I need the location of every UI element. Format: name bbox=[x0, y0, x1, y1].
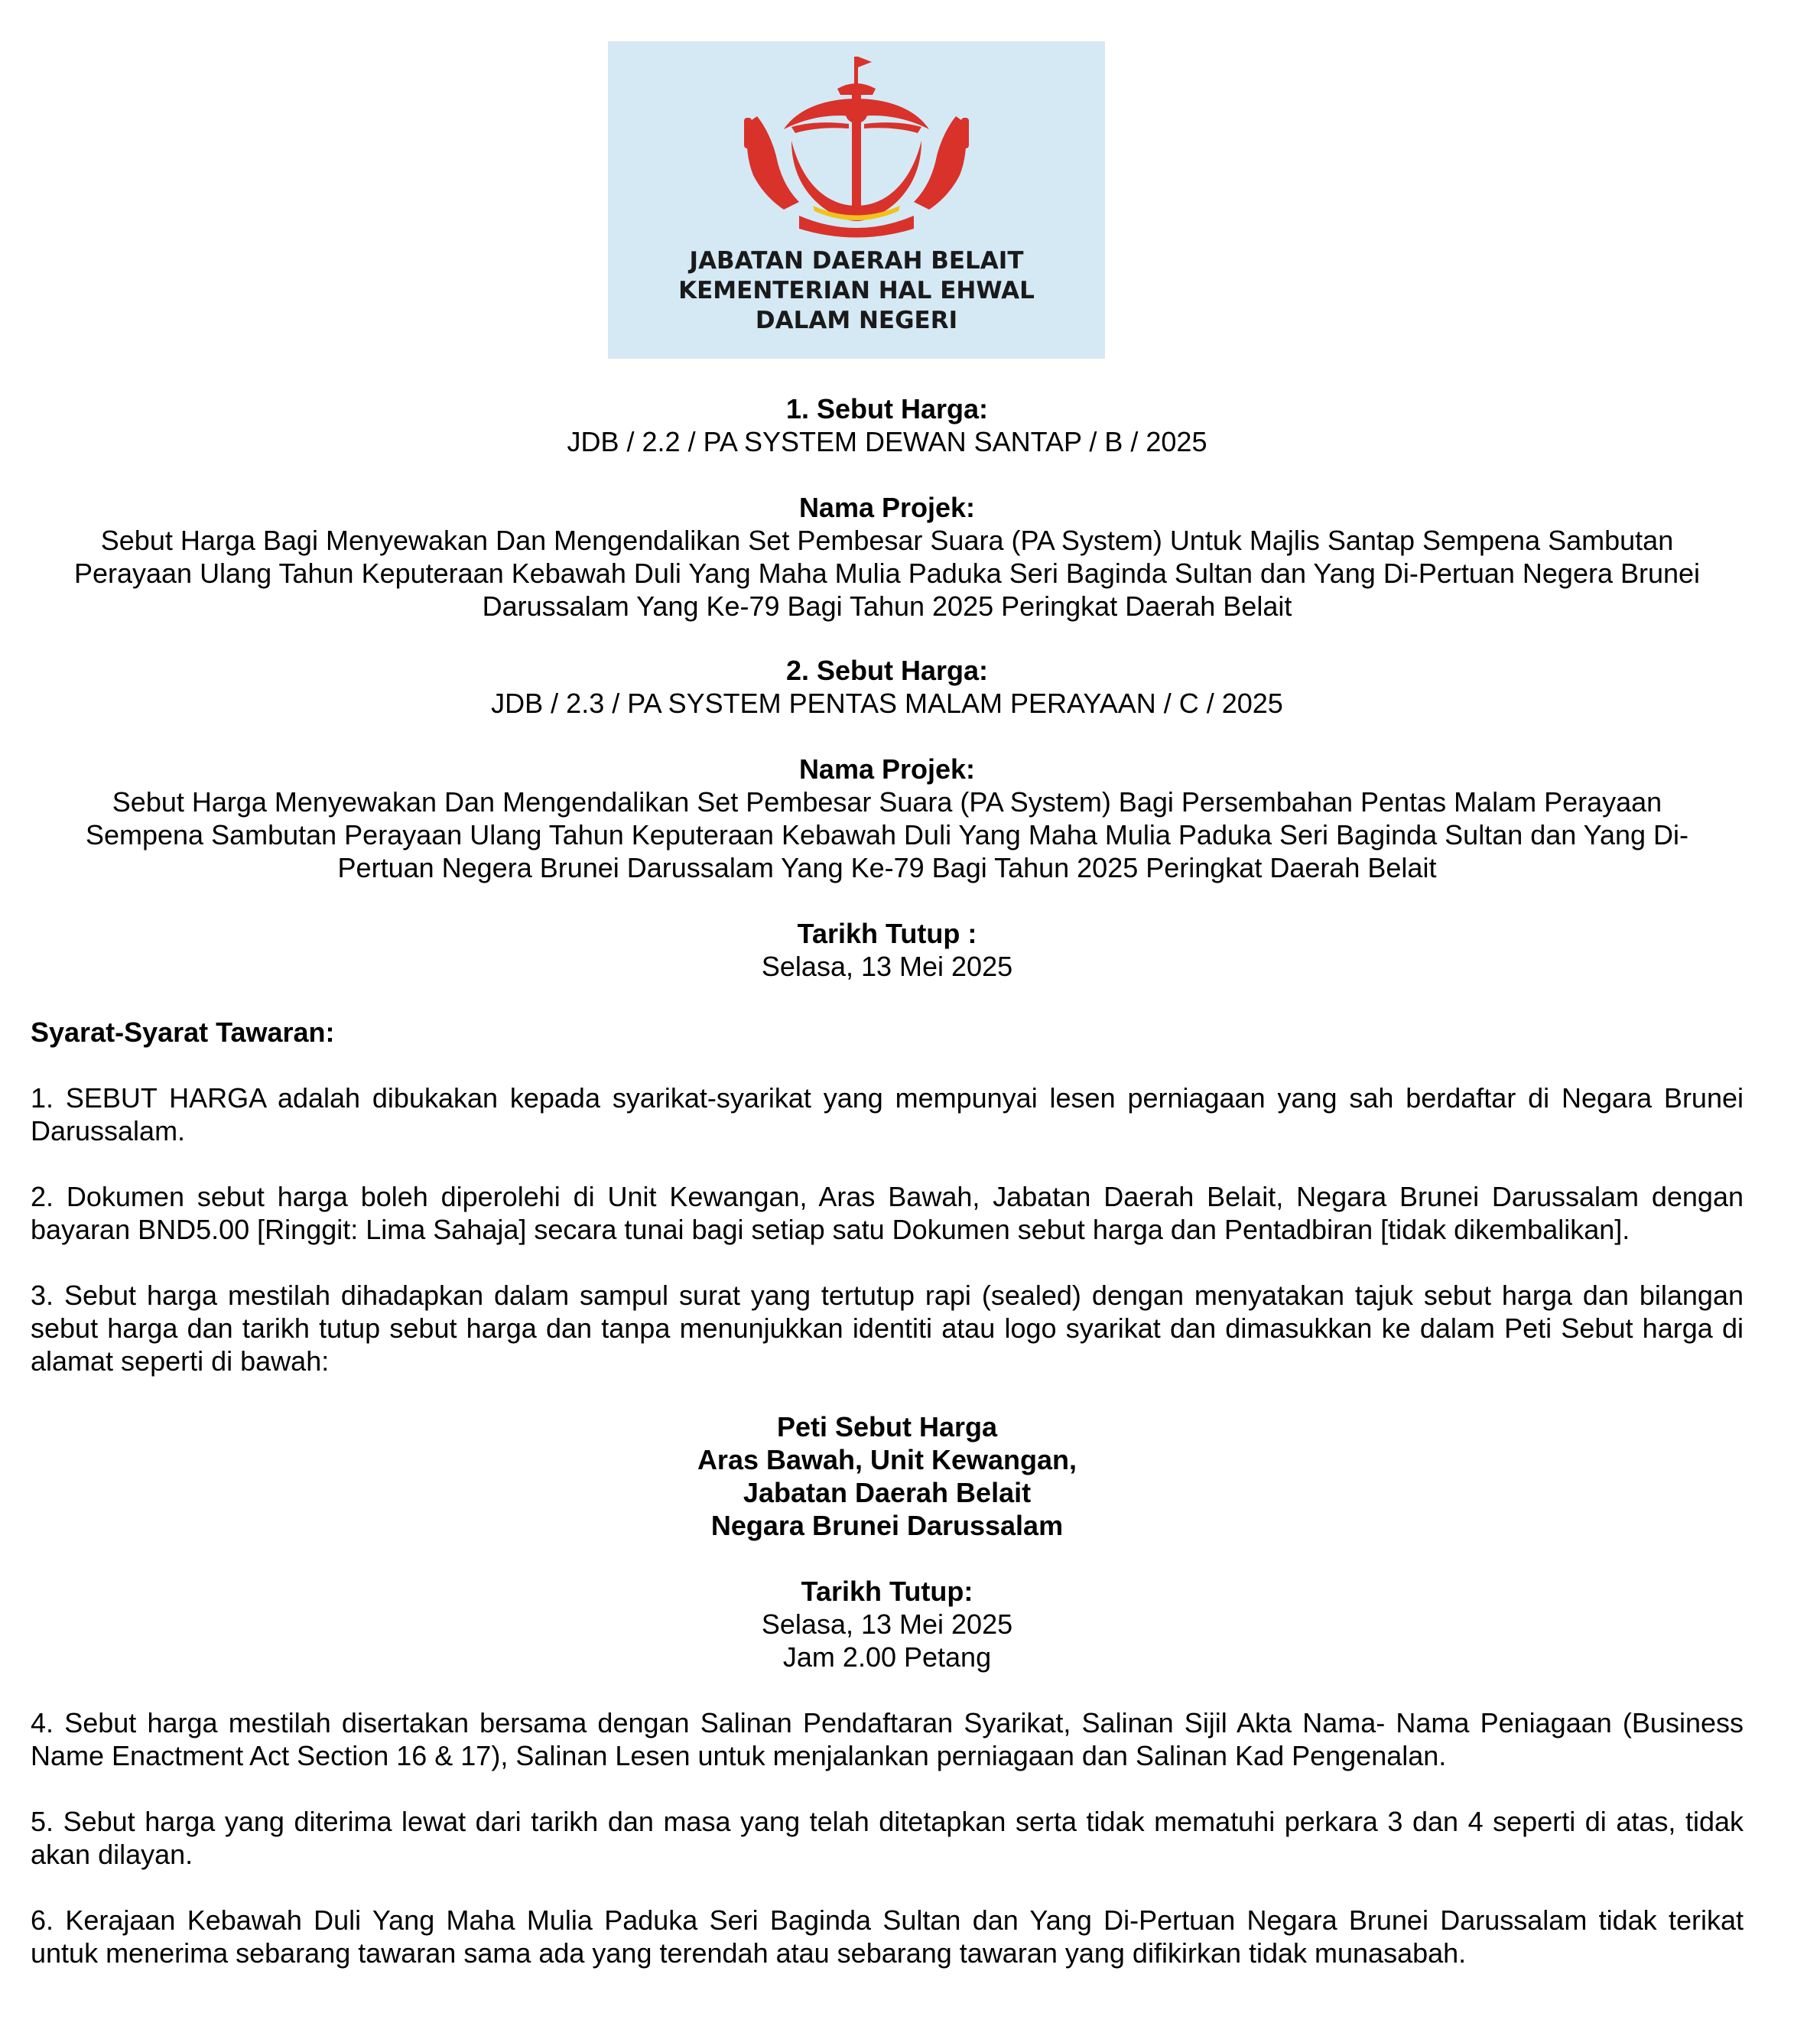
closing-date-2-value: Selasa, 13 Mei 2025 bbox=[761, 1608, 1013, 1640]
closing-date-value: Selasa, 13 Mei 2025 bbox=[761, 951, 1013, 982]
quote-1-project-line: Sebut Harga Bagi Menyewakan Dan Mengendalikan Set Pembesar Suara (PA System) Untuk Majlis Santap Sempena Sambutan bbox=[100, 525, 1674, 556]
quote-2-project-line: Pertuan Negera Brunei Darussalam Yang Ke-79 Bagi Tahun 2025 Peringkat Daerah Belait bbox=[337, 852, 1437, 883]
quote-2-project-line: Sempena Sambutan Perayaan Ulang Tahun Keputeraan Kebawah Duli Yang Maha Mulia Paduka Seri Baginda Sultan dan Yang Di- bbox=[85, 819, 1689, 851]
quote-1-section bbox=[31, 392, 1744, 458]
logo-text bbox=[608, 246, 1105, 336]
brunei-crest-icon bbox=[608, 41, 1105, 240]
closing-date-heading: Tarikh Tutup : bbox=[797, 918, 977, 949]
conditions-heading: Syarat-Syarat Tawaran: bbox=[31, 1016, 335, 1048]
condition-6: 6. Kerajaan Kebawah Duli Yang Maha Mulia Paduka Seri Baginda Sultan dan Yang Di-Pertuan Negara Brunei Darussalam tidak terikat untuk menerima sebarang tawaran sama ada yang terendah atau sebarang tawaran yang difikirkan tidak munasabah. bbox=[31, 1904, 1744, 1969]
address-line: Negara Brunei Darussalam bbox=[710, 1510, 1064, 1541]
logo-line-2: KEMENTERIAN HAL EHWAL bbox=[678, 277, 1035, 304]
quote-1-project-heading: Nama Projek: bbox=[798, 492, 976, 523]
quote-1-project-line: Perayaan Ulang Tahun Keputeraan Kebawah Duli Yang Maha Mulia Paduka Seri Baginda Sultan dan Yang Di-Pertuan Negera Brunei bbox=[73, 558, 1701, 589]
quote-1-project bbox=[31, 491, 1744, 623]
closing-time-value: Jam 2.00 Petang bbox=[782, 1641, 992, 1673]
condition-5: 5. Sebut harga yang diterima lewat dari tarikh dan masa yang telah ditetapkan serta tidak mematuhi perkara 3 dan 4 seperti di atas, tidak akan dilayan. bbox=[31, 1806, 1744, 1870]
logo-line-3: DALAM NEGERI bbox=[755, 307, 958, 334]
closing-date-2-heading: Tarikh Tutup: bbox=[801, 1576, 973, 1607]
quote-2-heading: 2. Sebut Harga: bbox=[785, 655, 989, 686]
quote-1-project-line: Darussalam Yang Ke-79 Bagi Tahun 2025 Peringkat Daerah Belait bbox=[482, 590, 1292, 622]
tender-box-address bbox=[31, 1410, 1744, 1542]
quote-2-section bbox=[31, 654, 1744, 720]
condition-4: 4. Sebut harga mestilah disertakan bersama dengan Salinan Pendaftaran Syarikat, Salinan Sijil Akta Nama- Nama Peniagaan (Business Name Enactment Act Section 16 & 17), Salinan Lesen untuk menjalankan perniagaan dan Salinan Kad Pengenalan. bbox=[31, 1707, 1744, 1771]
condition-2: 2. Dokumen sebut harga boleh diperolehi di Unit Kewangan, Aras Bawah, Jabatan Daerah Belait, Negara Brunei Darussalam dengan bayaran BND5.00 [Ringgit: Lima Sahaja] secara tunai bagi setiap satu Dokumen sebut harga dan Pentadbiran [tidak dikembalikan]. bbox=[31, 1181, 1744, 1245]
quote-2-project-line: Sebut Harga Menyewakan Dan Mengendalikan Set Pembesar Suara (PA System) Bagi Persembahan Pentas Malam Perayaan bbox=[112, 786, 1662, 818]
address-line: Jabatan Daerah Belait bbox=[743, 1477, 1032, 1508]
quote-1-reference: JDB / 2.2 / PA SYSTEM DEWAN SANTAP / B / 2025 bbox=[567, 426, 1207, 457]
closing-date-time-section bbox=[31, 1575, 1744, 1673]
logo-line-1: JABATAN DAERAH BELAIT bbox=[689, 247, 1024, 275]
quote-1-heading: 1. Sebut Harga: bbox=[785, 393, 989, 424]
condition-1: 1. SEBUT HARGA adalah dibukakan kepada syarikat-syarikat yang mempunyai lesen perniagaan yang sah berdaftar di Negara Brunei Darussalam. bbox=[31, 1082, 1744, 1146]
address-line: Aras Bawah, Unit Kewangan, bbox=[697, 1444, 1077, 1475]
address-line: Peti Sebut Harga bbox=[776, 1411, 998, 1442]
condition-3: 3. Sebut harga mestilah dihadapkan dalam sampul surat yang tertutup rapi (sealed) dengan menyatakan tajuk sebut harga dan bilangan sebut harga dan tarikh tutup sebut harga dan tanpa menunjukkan identiti atau logo syarikat dan dimasukkan ke dalam Peti Sebut harga di alamat seperti di bawah: bbox=[31, 1280, 1744, 1377]
quote-2-reference: JDB / 2.3 / PA SYSTEM PENTAS MALAM PERAYAAN / C / 2025 bbox=[491, 688, 1283, 719]
department-logo bbox=[608, 41, 1105, 359]
quote-2-project-heading: Nama Projek: bbox=[798, 753, 976, 785]
closing-date-section bbox=[31, 917, 1744, 983]
quote-2-project bbox=[31, 753, 1744, 884]
